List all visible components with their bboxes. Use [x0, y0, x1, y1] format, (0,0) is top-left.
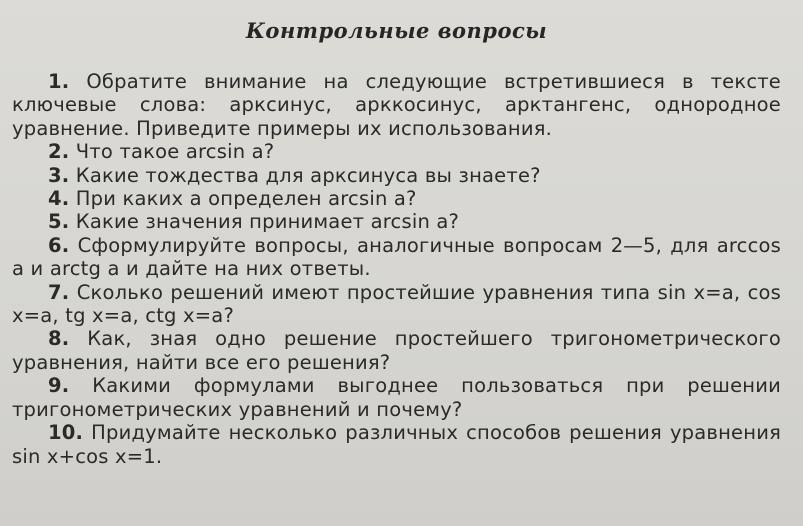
question-number: 9.	[48, 374, 70, 398]
question-6	[12, 234, 781, 281]
question-number: 3.	[48, 163, 70, 187]
question-number: 7.	[48, 280, 70, 304]
question-text: Какими формулами выгоднее пользоваться при решении тригонометрических уравнений и почему?	[12, 374, 781, 421]
question-number: 10.	[48, 421, 84, 445]
question-1	[12, 70, 781, 140]
question-text: Обратите внимание на следующие встретившиеся в тексте ключевые слова: арксинус, арккосинус, арктангенс, однородное уравнение. Приведите примеры их использования.	[12, 70, 781, 140]
question-2	[12, 140, 781, 163]
question-number: 1.	[48, 70, 70, 93]
question-number: 4.	[48, 187, 70, 211]
question-text: Сколько решений имеют простейшие уравнения типа sin x=a, cos x=a, tg x=a, ctg x=a?	[12, 280, 781, 328]
question-number: 2.	[48, 140, 70, 164]
question-3	[12, 164, 781, 187]
question-10	[12, 421, 781, 468]
question-text: Какие тождества для арксинуса вы знаете?	[75, 163, 541, 187]
question-9	[12, 374, 781, 421]
question-text: При каких a определен arcsin a?	[75, 187, 417, 211]
question-text: Как, зная одно решение простейшего тригонометрического уравнения, найти все его решения?	[12, 327, 782, 374]
question-text: Придумайте несколько различных способов решения уравнения sin x+cos x=1.	[12, 421, 782, 468]
question-text: Что такое arcsin a?	[75, 140, 275, 164]
question-number: 8.	[48, 327, 70, 351]
page-title: Контрольные вопросы	[245, 18, 548, 43]
questions-list	[12, 70, 781, 468]
question-7	[12, 281, 781, 328]
question-text: Сформулируйте вопросы, аналогичные вопросам 2—5, для arccos a и arctg a и дайте на них ответы.	[12, 233, 781, 281]
question-5	[12, 210, 781, 233]
question-8	[12, 327, 781, 374]
question-number: 5.	[48, 210, 70, 234]
question-text: Какие значения принимает arcsin a?	[75, 210, 460, 234]
question-4	[12, 187, 781, 210]
question-number: 6.	[48, 233, 70, 257]
